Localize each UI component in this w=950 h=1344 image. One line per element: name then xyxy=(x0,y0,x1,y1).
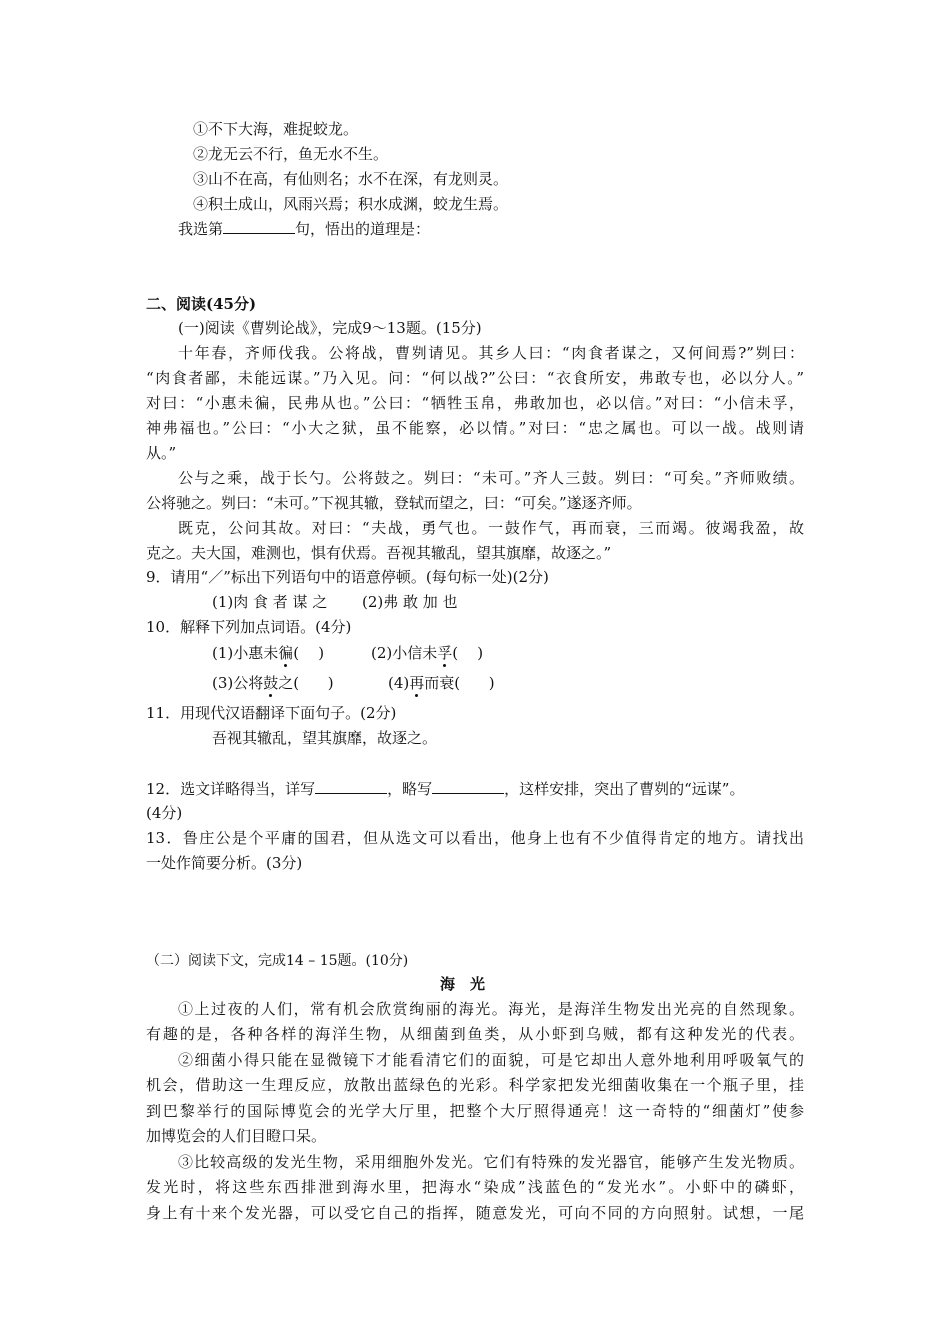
passage1-line: 公与之乘，战于长勺。公将鼓之。刿曰：“未可。”齐人三鼓。刿曰：“可矣。”齐师败绩。 xyxy=(178,469,804,487)
part1-heading: (一)阅读《曹刿论战》，完成9～13题。(15分) xyxy=(178,319,482,337)
brief-blank[interactable] xyxy=(432,777,504,794)
passage2-line: 发光时，将这些东西排泄到海水里，把海水“染成”浅蓝色的“发光水”。小虾中的磷虾， xyxy=(146,1178,804,1196)
q12-score: (4分) xyxy=(146,804,183,822)
passage2-line: ①上过夜的人们，常有机会欣赏绚丽的海光。海光，是海洋生物发出光亮的自然现象。 xyxy=(178,1000,804,1018)
passage1-line: 公将驰之。刿曰：“未可。”下视其辙，登轼而望之，曰：“可矣。”遂逐齐师。 xyxy=(146,494,642,512)
choose-suffix: 句，悟出的道理是： xyxy=(295,220,431,238)
passage2-line: 身上有十来个发光器，可以受它自己的指挥，随意发光，可向不同的方向照射。试想，一尾 xyxy=(146,1204,804,1222)
passage2-line: ②细菌小得只能在显微镜下才能看清它们的面貌，可是它却出人意外地利用呼吸氧气的 xyxy=(178,1051,804,1069)
choose-line xyxy=(178,217,430,241)
passage1-line: 既克，公问其故。对曰：“夫战，勇气也。一鼓作气，再而衰，三而竭。彼竭我盈，故 xyxy=(178,519,804,537)
dotted-word: 再 xyxy=(409,674,425,692)
q10-item-2: (2)小信未孚( ) xyxy=(371,644,484,662)
section-title: 二、阅读(45分) xyxy=(146,295,257,313)
dotted-word: 鼓 xyxy=(263,674,279,692)
passage2-line: ③比较高级的发光生物，采用细胞外发光。它们有特殊的发光器官，能够产生发光物质。 xyxy=(178,1153,804,1171)
q10-item-1: (1)小惠未徧( ) xyxy=(212,644,325,662)
passage1-line: 十年春，齐师伐我。公将战，曹刿请见。其乡人曰：“肉食者谋之，又何间焉?”刿曰： xyxy=(178,344,804,362)
answer-blank[interactable] xyxy=(223,217,295,234)
question-11: 11．用现代汉语翻译下面句子。(2分) xyxy=(146,704,397,722)
passage1-line: 克之。夫大国，难测也，惧有伏焉。吾视其辙乱，望其旗靡，故逐之。” xyxy=(146,544,612,562)
passage1-line: 神弗福也。”公曰：“小大之狱，虽不能察，必以情。”对曰：“忠之属也。可以一战。战则请 xyxy=(146,419,804,437)
question-13: 13．鲁庄公是个平庸的国君，但从选文可以看出，他身上也有不少值得肯定的地方。请找出 xyxy=(146,829,804,847)
choose-prefix: 我选第 xyxy=(178,220,224,238)
q10-item-4: (4)再而衰( ) xyxy=(388,674,495,692)
q9-item-2: (2)弗 敢 加 也 xyxy=(362,593,458,611)
dotted-word: 孚 xyxy=(437,644,453,662)
passage2-line: 有趣的是，各种各样的海洋生物，从细菌到鱼类，从小虾到乌贼，都有这种发光的代表。 xyxy=(146,1025,804,1043)
quote-2: ②龙无云不行，鱼无水不生。 xyxy=(193,145,389,163)
quote-3: ③山不在高，有仙则名；水不在深，有龙则灵。 xyxy=(193,170,509,188)
q10-item-3: (3)公将鼓之( ) xyxy=(212,674,334,692)
passage1-line: 对曰：“小惠未徧，民弗从也。”公曰：“牺牲玉帛，弗敢加也，必以信。”对曰：“小信未孚， xyxy=(146,394,804,412)
question-9: 9．请用“／”标出下列语句中的语意停顿。(每句标一处)(2分) xyxy=(146,568,549,586)
passage2-line: 到巴黎举行的国际博览会的光学大厅里，把整个大厅照得通亮！这一奇特的“细菌灯”使参 xyxy=(146,1102,804,1120)
quote-4: ④积土成山，风雨兴焉；积水成渊，蛟龙生焉。 xyxy=(193,195,509,213)
passage2-line: 机会，借助这一生理反应，放散出蓝绿色的光彩。科学家把发光细菌收集在一个瓶子里，挂 xyxy=(146,1076,804,1094)
passage2-line: 加博览会的人们目瞪口呆。 xyxy=(146,1127,327,1145)
passage1-line: “肉食者鄙，未能远谋。”乃入见。问：“何以战?”公曰：“衣食所安，弗敢专也，必以分人。” xyxy=(146,369,804,387)
question-10: 10．解释下列加点词语。(4分) xyxy=(146,618,352,636)
q11-sentence: 吾视其辙乱，望其旗靡，故逐之。 xyxy=(212,729,438,747)
article-title: 海 光 xyxy=(440,975,486,993)
passage1-line: 从。” xyxy=(146,444,177,462)
question-12: 12．选文详略得当，详写 ，略写 ，这样安排，突出了曹刿的“远谋”。 xyxy=(146,777,744,801)
question-13-cont: 一处作简要分析。(3分) xyxy=(146,854,303,872)
part2-heading: （二）阅读下文，完成14 – 15题。(10分) xyxy=(146,953,409,969)
q9-item-1: (1)肉 食 者 谋 之 xyxy=(212,593,328,611)
quote-1: ①不下大海，难捉蛟龙。 xyxy=(193,120,359,138)
detail-blank[interactable] xyxy=(315,777,387,794)
dotted-word: 徧 xyxy=(278,644,294,662)
